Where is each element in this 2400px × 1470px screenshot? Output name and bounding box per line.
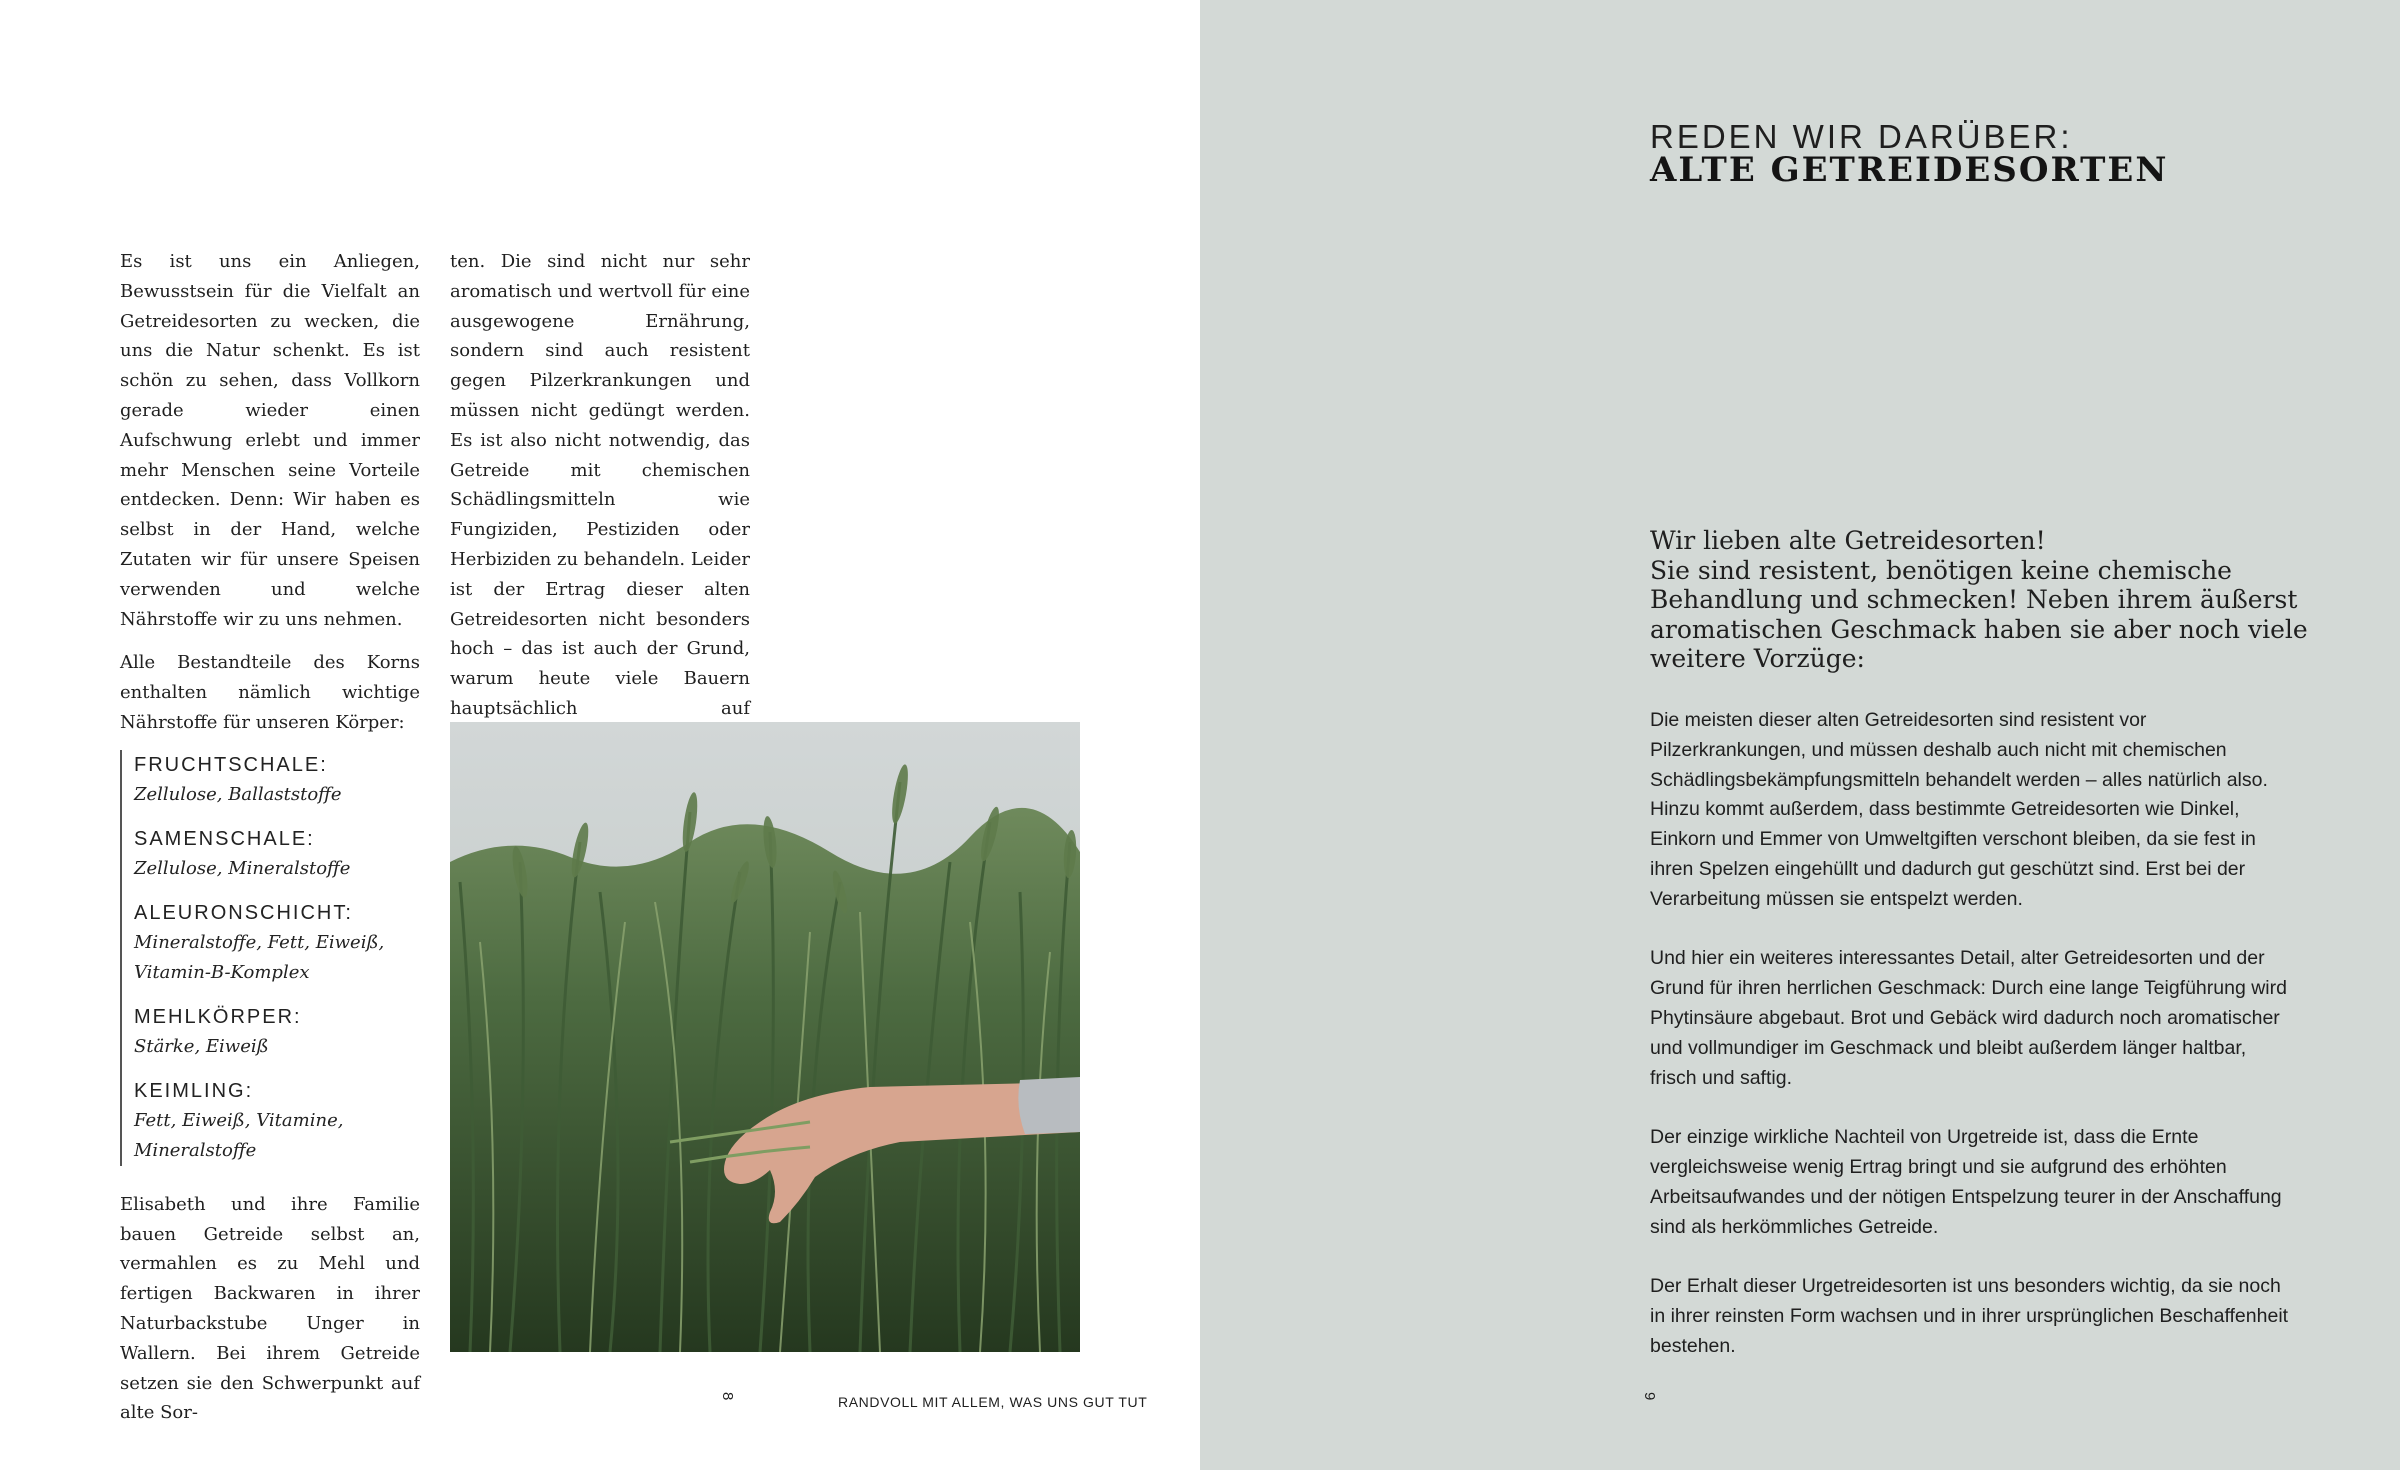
component-value: Zellulose, Mineralstoffe: [134, 857, 351, 879]
body-paragraph: Der einzige wirkliche Nachteil von Urgetreide ist, dass die Ernte vergleichsweise wenig Ertrag bringt und sie aufgrund des erhöhten Arbeitsaufwandes und der nötigen Entspelzung teurer in der Anschaffung sind als herkömmliches Getreide.: [1650, 1126, 2282, 1238]
page-number-left: 8: [719, 1392, 736, 1401]
component-label: MEHLKÖRPER:: [134, 1005, 302, 1028]
component-item: [134, 898, 420, 988]
lead-line: aromatischen Geschmack haben sie aber noch viele: [1650, 614, 2308, 644]
intro-paragraph: Es ist uns ein Anliegen, Bewusstsein für die Vielfalt an Getreidesorten zu wecken, die uns die Natur schenkt. Es ist schön zu sehen, dass Vollkorn gerade wieder einen Aufschwung erlebt und immer mehr Menschen seine Vorteile entdecken. Denn: Wir haben es selbst in der Hand, welche Zutaten wir für unsere Speisen verwenden und welche Nährstoffe wir zu uns nehmen.: [120, 251, 420, 630]
lead-line: Sie sind resistent, benötigen keine chemische: [1650, 555, 2232, 585]
section-kicker: REDEN WIR DARÜBER:: [1650, 118, 2073, 155]
component-label: SAMENSCHALE:: [134, 827, 315, 850]
component-value: Zellulose, Ballaststoffe: [134, 783, 342, 805]
grain-field-photo: [450, 722, 1080, 1352]
text-column-2: [450, 247, 750, 783]
component-value: Fett, Eiweiß, Vitamine, Mineralstoffe: [134, 1109, 344, 1161]
page-number-right: 9: [1641, 1392, 1658, 1401]
component-item: [134, 750, 420, 810]
component-item: [134, 1002, 420, 1062]
nutrients-intro: Alle Bestandteile des Korns enthalten nämlich wichtige Nährstoffe für unseren Körper:: [120, 652, 420, 733]
component-label: FRUCHTSCHALE:: [134, 753, 328, 776]
family-paragraph: Elisabeth und ihre Familie bauen Getreide selbst an, vermahlen es zu Mehl und fertigen Backwaren in ihrer Naturbackstube Unger in Wallern. Bei ihrem Getreide setzen sie den Schwerpunkt auf alte Sor-: [120, 1193, 420, 1424]
lead-line: Behandlung und schmecken! Neben ihrem äußerst: [1650, 585, 2298, 614]
text-column-1: [120, 247, 420, 1428]
body-paragraph: Und hier ein weiteres interessantes Detail, alter Getreidesorten und der Grund für ihren herrlichen Geschmack: Durch eine lange Teigführung wird Phytinsäure abgebaut. Brot und Gebäck wird dadurch noch aromatischer und vollmundiger im Geschmack und bleibt außerdem länger haltbar, frisch und saftig.: [1650, 947, 2287, 1089]
grain-components-list: [120, 750, 420, 1166]
component-value: Stärke, Eiweiß: [134, 1035, 269, 1057]
lead-line: weitere Vorzüge:: [1650, 644, 1865, 673]
component-item: [134, 824, 420, 884]
component-item: [134, 1076, 420, 1166]
section-heading: ALTE GETREIDESORTEN: [1650, 150, 2169, 190]
component-label: ALEURONSCHICHT:: [134, 901, 353, 924]
lead-text: [1650, 526, 2308, 674]
body-paragraph: Die meisten dieser alten Getreidesorten sind resistent vor Pilzerkrankungen, und müssen deshalb auch nicht mit chemischen Schädlingsbekämpfungsmitteln behandelt werden – alles natürlich also. Hinzu kommt außerdem, dass bestimmte Getreidesorten wie Dinkel, Einkorn und Emmer von Umweltgiften verschont bleiben, da sie fest in ihren Spelzen eingehüllt und dadurch gut geschützt sind. Erst bei der Verarbeitung müssen sie entspelzt werden.: [1650, 709, 2268, 910]
right-body-text: [1650, 706, 2290, 1391]
component-value: Mineralstoffe, Fett, Eiweiß, Vitamin-B-Komplex: [134, 931, 385, 983]
running-title: RANDVOLL MIT ALLEM, WAS UNS GUT TUT: [838, 1394, 1148, 1410]
lead-line: Wir lieben alte Getreidesorten!: [1650, 526, 2046, 555]
body-paragraph: Der Erhalt dieser Urgetreidesorten ist uns besonders wichtig, da sie noch in ihrer reinsten Form wachsen und in ihrer ursprünglichen Beschaffenheit bestehen.: [1650, 1275, 2289, 1357]
continuation-paragraph: ten. Die sind nicht nur sehr aromatisch und wertvoll für eine ausgewogene Ernährung, sondern sind auch resistent gegen Pilzerkrankungen und müssen nicht gedüngt werden. Es ist also nicht notwendig, das Getreide mit chemischen Schädlingsmitteln wie Fungiziden, Pestiziden oder Herbiziden zu behandeln. Leider ist der Ertrag dieser alten Getreidesorten nicht besonders hoch – das ist auch der Grund, warum heute viele Bauern hauptsächlich auf: [450, 251, 750, 719]
component-label: KEIMLING:: [134, 1079, 254, 1102]
